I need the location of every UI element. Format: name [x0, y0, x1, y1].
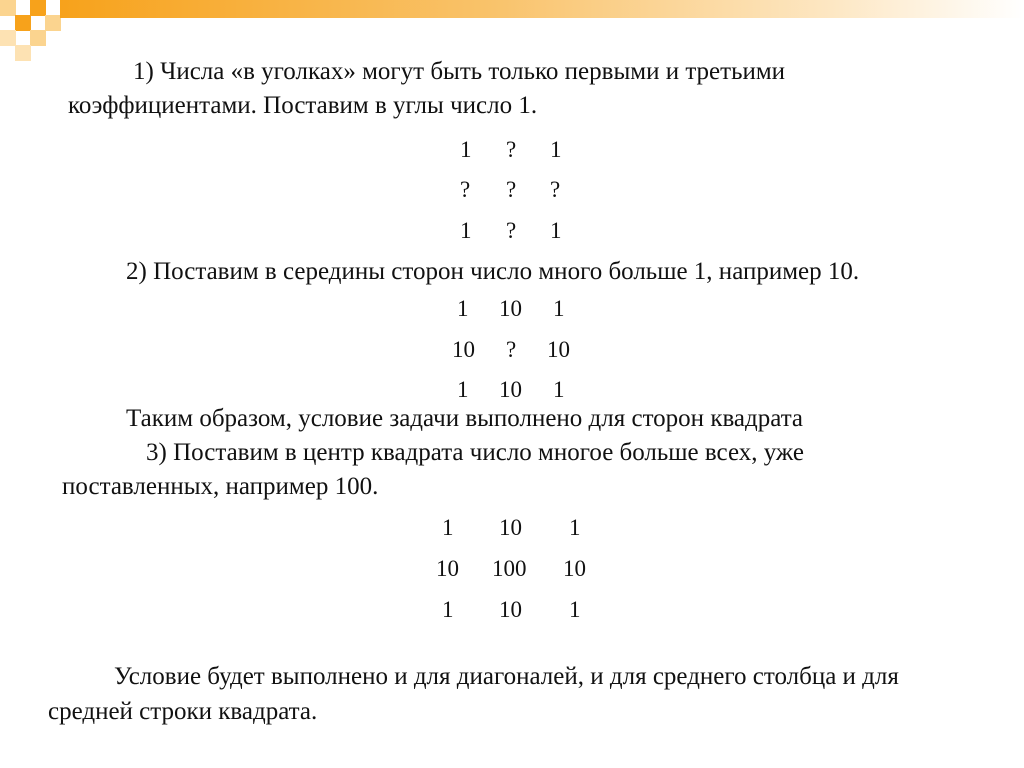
header-gradient-bar [60, 0, 1024, 18]
final-line1: Условие будет выполнено и для диагоналей, и для среднего столбца и для [114, 663, 899, 690]
grid3-cell: 10 [436, 556, 459, 581]
grid2-cell: 1 [457, 296, 469, 321]
grid3-cell: 1 [442, 515, 454, 540]
grid3-cell: 1 [569, 597, 581, 622]
grid2-cell: 1 [553, 377, 565, 402]
deco-square [0, 0, 16, 16]
step1-line2: коэффициентами. Поставим в углы число 1. [68, 92, 538, 119]
final-line2: средней строки квадрата. [48, 698, 318, 725]
deco-square [15, 15, 31, 31]
step2-line1: 2) Поставим в середины сторон число много больше 1, например 10. [126, 258, 860, 285]
deco-square [30, 0, 46, 16]
grid1-cell: ? [506, 218, 517, 243]
deco-square [45, 15, 61, 31]
deco-square [15, 45, 31, 61]
deco-square [30, 30, 46, 46]
step3-line2: поставленных, например 100. [62, 473, 379, 500]
grid3-cell: 100 [492, 556, 527, 581]
step1-line1: 1) Числа «в уголках» могут быть только первыми и третьими [133, 58, 786, 85]
grid1-cell: ? [460, 177, 471, 202]
grid3-cell: 1 [442, 597, 454, 622]
grid3-cell: 10 [499, 597, 522, 622]
grid2-cell: 1 [457, 377, 469, 402]
grid2-cell: 10 [499, 296, 522, 321]
grid1-cell: 1 [550, 137, 562, 162]
grid3-cell: 1 [569, 515, 581, 540]
grid2-cell: 10 [499, 377, 522, 402]
sides-conclusion: Таким образом, условие задачи выполнено для сторон квадрата [126, 405, 804, 432]
grid1-cell: ? [550, 177, 561, 202]
grid3-cell: 10 [499, 515, 522, 540]
grid2-cell: 10 [452, 337, 475, 362]
grid1-cell: ? [506, 137, 517, 162]
step3-line1: 3) Поставим в центр квадрата число многое больше всех, уже [146, 439, 804, 466]
grid3-cell: 10 [563, 556, 586, 581]
grid2-cell: 1 [553, 296, 565, 321]
grid1-cell: 1 [550, 218, 562, 243]
deco-square [0, 30, 16, 46]
grid1-cell: 1 [460, 137, 472, 162]
grid1-cell: 1 [460, 218, 472, 243]
header-decoration [0, 0, 1024, 60]
grid2-cell: ? [506, 337, 517, 362]
grid2-cell: 10 [547, 337, 570, 362]
grid1-cell: ? [506, 177, 517, 202]
